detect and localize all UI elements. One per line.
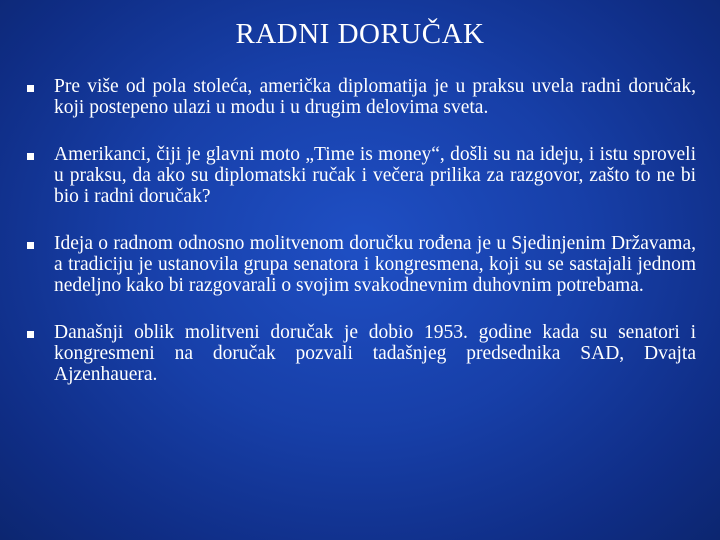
square-bullet-icon [27,242,34,249]
bullet-item [24,233,696,296]
square-bullet-icon [27,153,34,160]
square-bullet-icon [27,331,34,338]
bullet-list [24,76,696,411]
square-bullet-icon [27,85,34,92]
bullet-item [24,144,696,207]
bullet-text: Današnji oblik molitveni doručak je dobio 1953. godine kada su senatori i kongresmeni na doručak pozvali tadašnjeg predsednika SAD, Dvajta Ajzenhauera. [54,322,696,385]
bullet-item [24,322,696,385]
bullet-text: Ideja o radnom odnosno molitvenom doručku rođena je u Sjedinjenim Državama, a tradiciju je ustanovila grupa senatora i kongresmena, koji su se sastajali jednom nedeljno kako bi razgovarali o svojim svakodnevnim duhovnim potrebama. [54,233,696,296]
bullet-item [24,76,696,118]
bullet-text: Amerikanci, čiji je glavni moto „Time is money“, došli su na ideju, i istu sproveli u praksu, da ako su diplomatski ručak i večera prilika za razgovor, zašto to ne bi bio i radni doručak? [54,144,696,207]
slide-title: RADNI DORUČAK [235,18,485,50]
bullet-text: Pre više od pola stoleća, američka diplomatija je u praksu uvela radni doručak, koji postepeno ulazi u modu i u drugim delovima sveta. [54,76,696,118]
